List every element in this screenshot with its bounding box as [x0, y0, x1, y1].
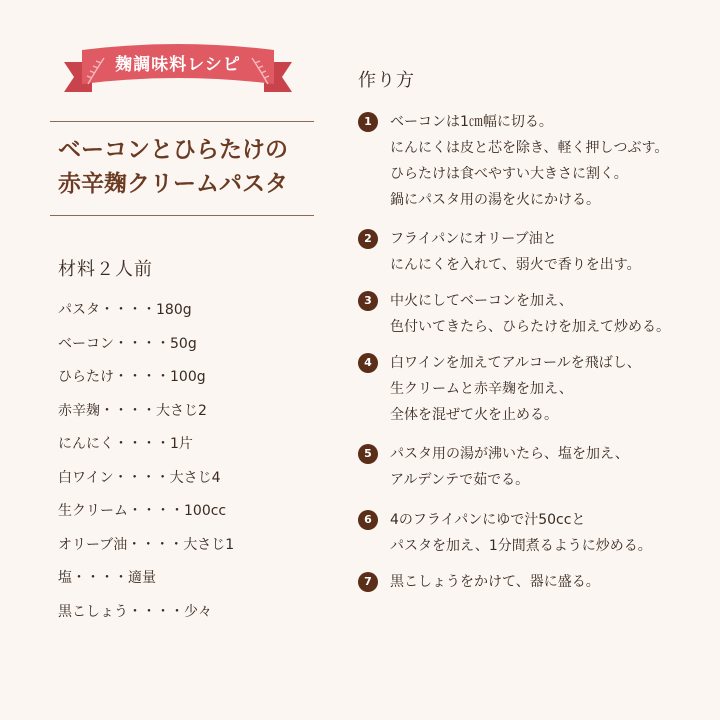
ingredients-list — [58, 298, 234, 633]
recipe-title-line-1: ベーコンとひらたけの — [58, 137, 288, 163]
method-step-7 — [358, 570, 600, 595]
step-number-badge: 5 — [358, 444, 378, 464]
step-number-badge: 6 — [358, 510, 378, 530]
step-text: 色付いてきたら、ひらたけを加えて炒める。 — [390, 319, 670, 335]
step-number-badge: 1 — [358, 112, 378, 132]
step-text: 黒こしょうをかけて、器に盛る。 — [390, 574, 600, 590]
ingredient-item: ひらたけ・・・・100g — [58, 369, 206, 385]
step-text: ひらたけは食べやすい大きさに割く。 — [390, 166, 628, 182]
step-number-badge: 3 — [358, 291, 378, 311]
step-text: パスタ用の湯が沸いたら、塩を加え、 — [390, 446, 629, 462]
ingredient-item: 生クリーム・・・・100cc — [58, 503, 227, 519]
ingredient-item: 赤辛麹・・・・大さじ2 — [58, 402, 207, 419]
step-text: パスタを加え、1分間煮るように炒める。 — [390, 538, 652, 554]
recipe-title-line-2: 赤辛麹クリームパスタ — [58, 171, 288, 197]
ingredient-item: オリーブ油・・・・大さじ1 — [58, 536, 235, 553]
step-number-badge: 7 — [358, 572, 378, 592]
step-number-badge: 2 — [358, 229, 378, 249]
ingredient-item: 黒こしょう・・・・少々 — [58, 603, 212, 620]
step-text: フライパンにオリーブ油と — [390, 231, 557, 247]
step-text: 白ワインを加えてアルコールを飛ばし、 — [390, 355, 641, 371]
ingredient-item: にんにく・・・・1片 — [58, 436, 193, 452]
ingredient-item: 白ワイン・・・・大さじ4 — [58, 469, 221, 486]
method-step-2 — [358, 227, 641, 278]
method-step-1 — [358, 110, 668, 213]
step-text: ベーコンは1㎝幅に切る。 — [390, 114, 553, 130]
step-text: 中火にしてベーコンを加え、 — [390, 293, 573, 309]
recipe-title — [58, 133, 328, 201]
ingredient-item: ベーコン・・・・50g — [58, 335, 197, 352]
step-text: 4のフライパンにゆで汁50ccと — [390, 512, 586, 528]
recipe-category-ribbon — [58, 40, 298, 104]
method-step-3 — [358, 289, 670, 340]
ribbon-label: 麹調味料レシピ — [115, 55, 241, 75]
method-step-6 — [358, 508, 652, 559]
step-text: 鍋にパスタ用の湯を火にかける。 — [390, 192, 600, 208]
method-step-4 — [358, 351, 641, 428]
title-divider-bottom — [50, 215, 314, 216]
step-text: 生クリームと赤辛麹を加え、 — [390, 381, 573, 397]
step-text: にんにくを入れて、弱火で香りを出す。 — [390, 257, 641, 273]
method-step-5 — [358, 442, 629, 493]
step-text: にんにくは皮と芯を除き、軽く押しつぶす。 — [390, 140, 669, 156]
title-divider-top — [50, 121, 314, 122]
ingredients-heading: 材料２人前 — [58, 259, 153, 280]
step-number-badge: 4 — [358, 353, 378, 373]
step-text: 全体を混ぜて火を止める。 — [390, 407, 558, 423]
step-text: アルデンテで茹でる。 — [390, 472, 530, 488]
method-heading: 作り方 — [358, 70, 415, 91]
ingredient-item: パスタ・・・・180g — [58, 302, 192, 318]
ingredient-item: 塩・・・・適量 — [58, 570, 156, 586]
